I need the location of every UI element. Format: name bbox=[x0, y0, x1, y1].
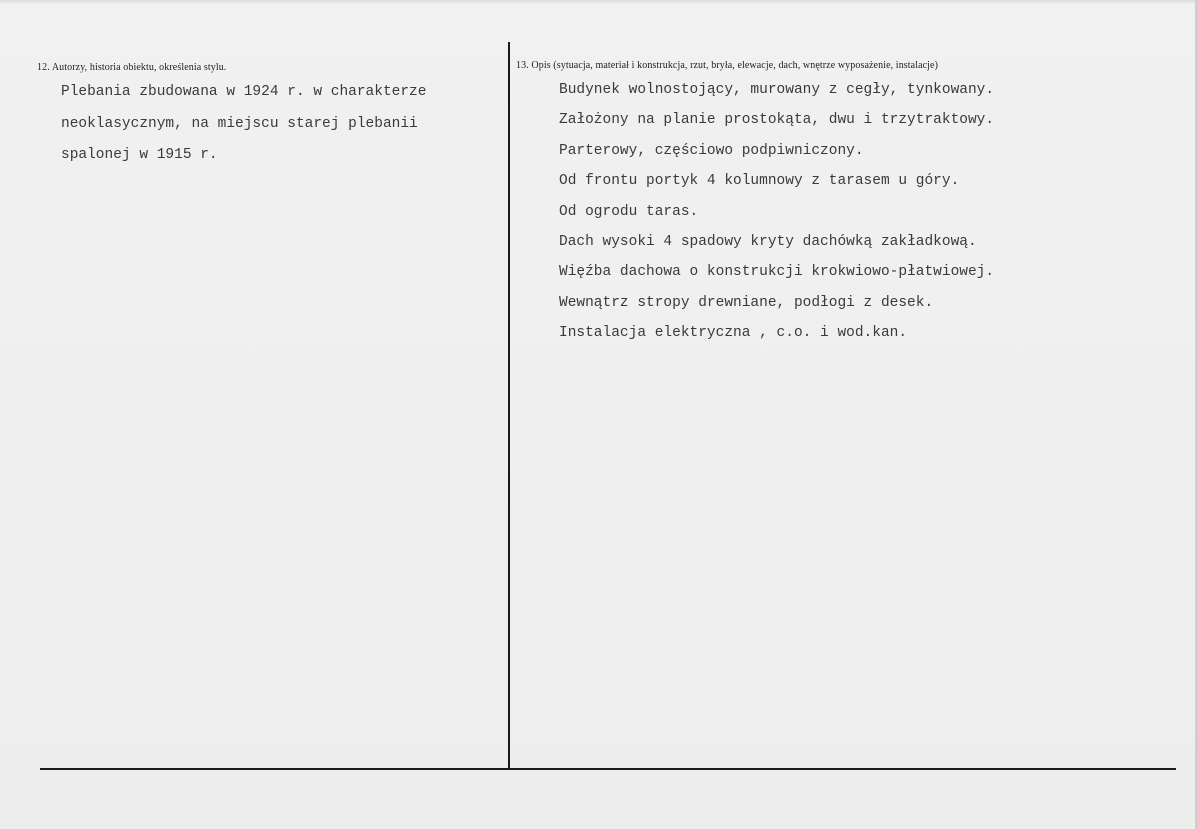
field-13-text bbox=[559, 80, 994, 354]
field-13-line: Wewnątrz stropy drewniane, podłogi z desek. bbox=[559, 294, 934, 311]
field-13-line: Od frontu portyk 4 kolumnowy z tarasem u góry. bbox=[559, 173, 960, 190]
card-top-edge bbox=[0, 0, 1198, 4]
field-13-line: Parterowy, częściowo podpiwniczony. bbox=[559, 142, 864, 159]
field-12-label: 12. Autorzy, historia obiektu, określenia stylu. bbox=[37, 62, 227, 73]
field-12-line: spalonej w 1915 r. bbox=[61, 147, 218, 163]
field-13-label: 13. Opis (sytuacja, materiał i konstrukcja, rzut, bryła, elewacje, dach, wnętrze wyposażenie, instalacje) bbox=[516, 60, 938, 71]
field-13-line: Od ogrodu taras. bbox=[559, 203, 699, 220]
field-13-line: Instalacja elektryczna , c.o. i wod.kan. bbox=[559, 325, 908, 342]
field-13-line: Założony na planie prostokąta, dwu i trzytraktowy. bbox=[559, 112, 995, 129]
field-13-line: Dach wysoki 4 spadowy kryty dachówką zakładkową. bbox=[559, 233, 977, 250]
field-12-line: Plebania zbudowana w 1924 r. w charakterze bbox=[61, 84, 427, 100]
field-12-line: neoklasycznym, na miejscu starej plebanii bbox=[61, 115, 418, 132]
bottom-rule bbox=[40, 768, 1176, 770]
field-13-line: Więźba dachowa o konstrukcji krokwiowo-płatwiowej. bbox=[559, 264, 995, 281]
field-13-line: Budynek wolnostojący, murowany z cegły, tynkowany. bbox=[559, 82, 995, 98]
field-12-text bbox=[61, 82, 426, 177]
column-divider bbox=[508, 42, 510, 769]
